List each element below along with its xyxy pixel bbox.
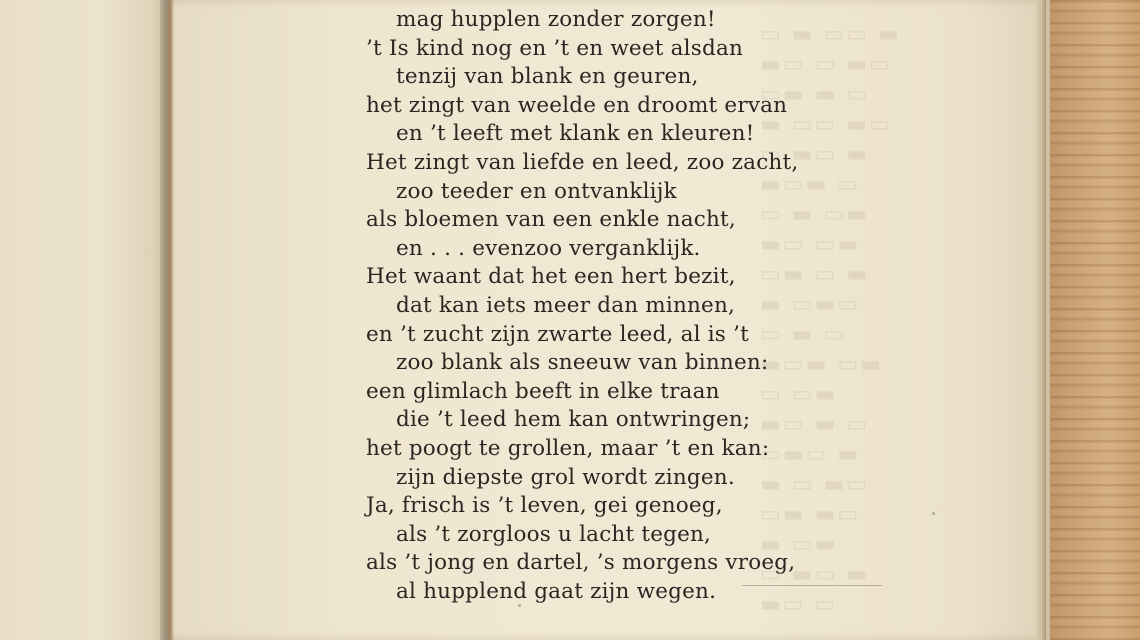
poem-line: zoo teeder en ontvanklijk (396, 178, 677, 204)
poem-line: mag hupplen zonder zorgen! (396, 7, 716, 32)
poem-line: als ’t jong en dartel, ’s morgens vroeg, (366, 550, 796, 576)
poem-line: Ja, frisch is ’t leven, gei genoeg, (366, 493, 723, 519)
book-gutter (160, 0, 174, 640)
poem-line: al hupplend gaat zijn wegen. (396, 578, 717, 604)
paper-speck (932, 512, 935, 515)
poem-line: zijn diepste grol wordt zingen. (396, 464, 735, 490)
poem-line: zoo blank als sneeuw van binnen: (396, 350, 769, 376)
left-page (0, 0, 168, 640)
poem-line: als bloemen van een enkle nacht, (366, 207, 736, 233)
wooden-table (1040, 0, 1140, 640)
poem-line: het zingt van weelde en droomt ervan (366, 92, 788, 118)
poem-line: Het zingt van liefde en leed, zoo zacht, (366, 149, 799, 175)
poem-line: en ’t leeft met klank en kleuren! (396, 121, 755, 147)
page-edge (1036, 0, 1046, 640)
poem-text (366, 6, 886, 606)
poem-line: die ’t leed hem kan ontwringen; (396, 407, 751, 433)
poem-line: een glimlach beeft in elke traan (366, 378, 720, 404)
poem-line: Het waant dat het een hert bezit, (366, 264, 736, 290)
poem-line: tenzij van blank en geuren, (396, 64, 699, 90)
poem-line: het poogt te grollen, maar ’t en kan: (366, 435, 770, 461)
poem-line: en . . . evenzoo verganklijk. (396, 235, 701, 261)
poem-line: als ’t zorgloos u lacht tegen, (396, 521, 712, 547)
poem-line: ’t Is kind nog en ’t en weet alsdan (366, 35, 744, 61)
paper-speck (518, 604, 521, 607)
poem-line: en ’t zucht zijn zwarte leed, al is ’t (366, 321, 749, 347)
end-rule (742, 585, 882, 586)
poem-line: dat kan iets meer dan minnen, (396, 292, 736, 318)
